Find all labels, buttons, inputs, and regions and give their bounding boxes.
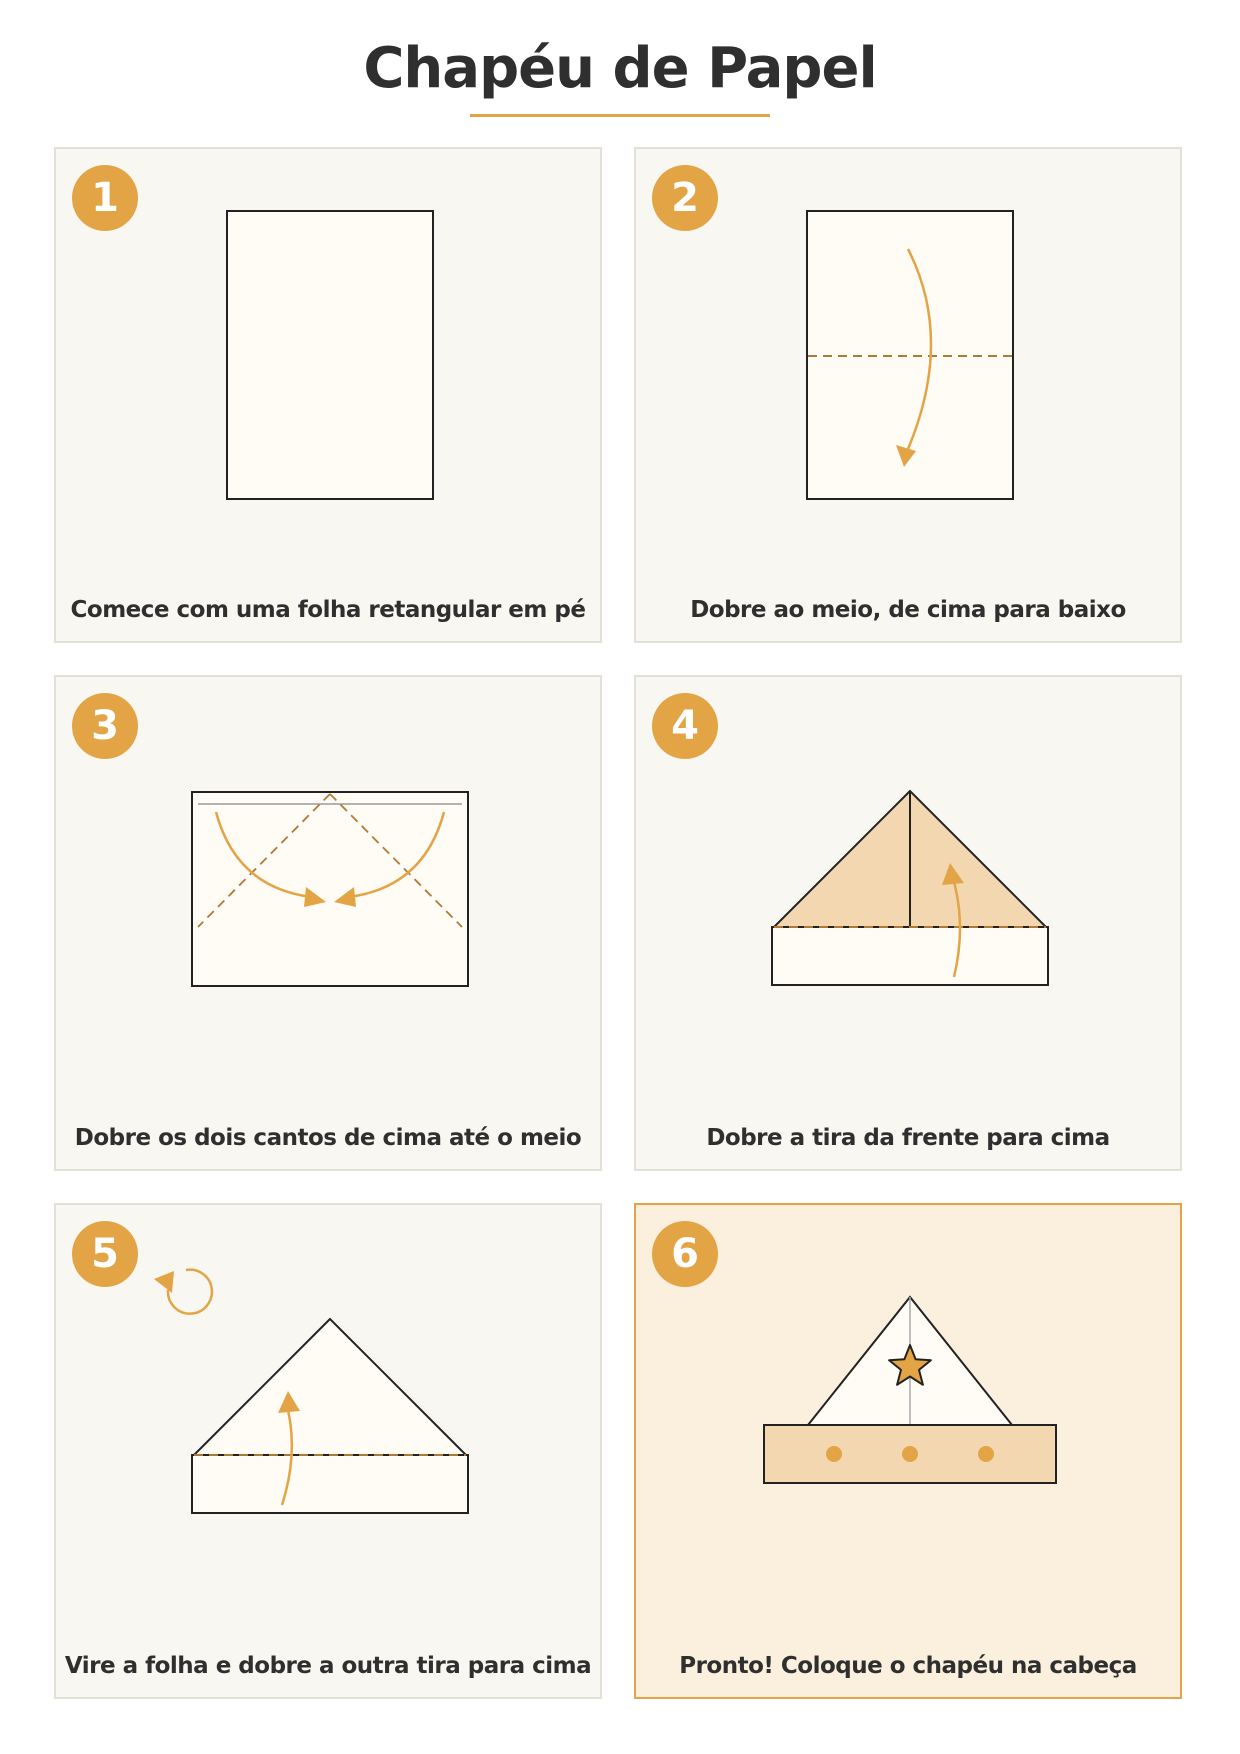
step-1-caption: Comece com uma folha retangular em pé: [70, 597, 586, 623]
step-5-badge: 5: [72, 1221, 138, 1287]
flip-arrow: [168, 1270, 212, 1314]
step-6-panel: [634, 1203, 1182, 1699]
step-2-caption: Dobre ao meio, de cima para baixo: [690, 597, 1126, 623]
step-3-badge: 3: [72, 693, 138, 759]
step-6-badge: 6: [652, 1221, 718, 1287]
title-underline: [470, 114, 770, 117]
hat-triangle: [194, 1319, 466, 1455]
back-strip: [192, 1455, 468, 1513]
flip-arrow-head: [154, 1271, 174, 1293]
step-3-illustration: [56, 677, 604, 1173]
step-3-caption: Dobre os dois cantos de cima até o meio: [74, 1125, 582, 1151]
step-2-panel: [634, 147, 1182, 643]
step-2-badge: 2: [652, 165, 718, 231]
step-3-panel: [54, 675, 602, 1171]
step-4-panel: [634, 675, 1182, 1171]
brim-dot: [826, 1446, 842, 1462]
paper-sheet: [227, 211, 433, 499]
page-title: Chapéu de Papel: [363, 36, 877, 101]
step-6-caption: Pronto! Coloque o chapéu na cabeça: [679, 1653, 1137, 1679]
step-4-illustration: [636, 677, 1184, 1173]
step-4-badge: 4: [652, 693, 718, 759]
step-5-illustration: [56, 1205, 604, 1701]
step-5-caption: Vire a folha e dobre a outra tira para cima: [64, 1653, 592, 1679]
step-4-caption: Dobre a tira da frente para cima: [706, 1125, 1110, 1151]
brim-dot: [902, 1446, 918, 1462]
folded-paper: [192, 792, 468, 986]
brim-dot: [978, 1446, 994, 1462]
step-6-illustration: [636, 1205, 1184, 1701]
step-5-panel: [54, 1203, 602, 1699]
step-1-badge: 1: [72, 165, 138, 231]
front-strip: [772, 927, 1048, 985]
step-2-illustration: [636, 149, 1184, 645]
step-1-illustration: [56, 149, 604, 645]
step-1-panel: [54, 147, 602, 643]
